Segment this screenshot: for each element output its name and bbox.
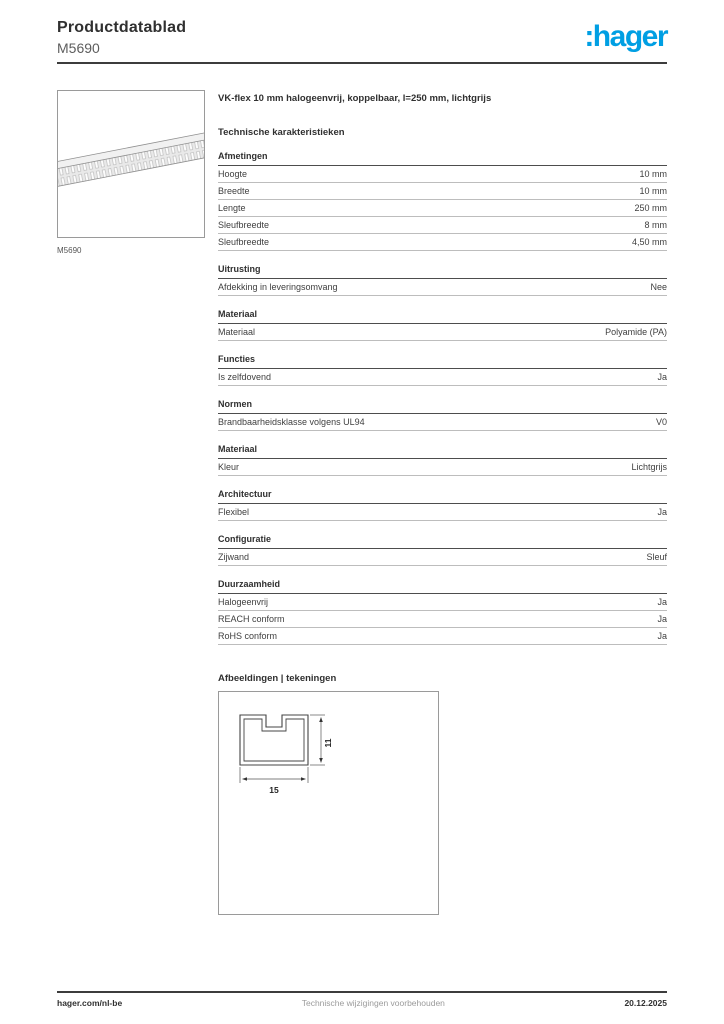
- profile-outline: [240, 715, 308, 765]
- page-title: Productdatablad: [57, 19, 187, 36]
- spec-label: Flexibel: [218, 507, 250, 517]
- product-image-caption: M5690: [57, 246, 82, 255]
- dimension-width-label: 15: [269, 785, 279, 795]
- spec-label: Sleufbreedte: [218, 237, 270, 247]
- spec-sections: [218, 151, 667, 645]
- product-image: [58, 91, 204, 237]
- spec-label: Kleur: [218, 462, 240, 472]
- spec-value: Polyamide (PA): [605, 327, 667, 337]
- spec-rows: [218, 549, 667, 566]
- spec-rows: [218, 279, 667, 296]
- spec-label: Zijwand: [218, 552, 250, 562]
- tech-characteristics-heading: Technische karakteristieken: [218, 127, 345, 138]
- spec-section: [218, 579, 667, 645]
- spec-label: Afdekking in leveringsomvang: [218, 282, 338, 292]
- spec-label: Lengte: [218, 203, 246, 213]
- spec-value: Ja: [657, 614, 667, 624]
- spec-label: Hoogte: [218, 169, 248, 179]
- content-area: [57, 90, 667, 915]
- spec-section: [218, 264, 667, 296]
- product-image-column: [57, 90, 205, 255]
- product-reference: M5690: [57, 40, 100, 56]
- spec-row: [218, 279, 667, 296]
- spec-label: Brandbaarheidsklasse volgens UL94: [218, 417, 365, 427]
- spec-section-title: Materiaal: [218, 444, 667, 459]
- spec-label: Sleufbreedte: [218, 220, 270, 230]
- dimension-height-label: 11: [323, 738, 333, 748]
- spec-section: [218, 534, 667, 566]
- spec-section: [218, 444, 667, 476]
- spec-value: Nee: [650, 282, 667, 292]
- spec-value: Ja: [657, 597, 667, 607]
- drawings-heading: Afbeeldingen | tekeningen: [218, 673, 337, 684]
- footer-disclaimer: Technische wijzigingen voorbehouden: [301, 998, 445, 1008]
- spec-rows: [218, 459, 667, 476]
- product-image-frame: [57, 90, 205, 238]
- spec-value: 8 mm: [644, 220, 667, 230]
- footer-website: hager.com/nl-be: [57, 998, 123, 1008]
- footer-divider: [57, 991, 667, 993]
- spec-row: [218, 459, 667, 476]
- spec-row: [218, 549, 667, 566]
- spec-value: Lichtgrijs: [631, 462, 667, 472]
- spec-section: [218, 151, 667, 251]
- spec-section: [218, 399, 667, 431]
- spec-label: REACH conform: [218, 614, 285, 624]
- spec-section-title: Normen: [218, 399, 667, 414]
- spec-section-title: Duurzaamheid: [218, 579, 667, 594]
- spec-label: Materiaal: [218, 327, 256, 337]
- spec-label: Breedte: [218, 186, 250, 196]
- spec-value: 10 mm: [639, 169, 667, 179]
- spec-value: 250 mm: [634, 203, 667, 213]
- spec-section-title: Materiaal: [218, 309, 667, 324]
- spec-row: [218, 594, 667, 611]
- spec-label: RoHS conform: [218, 631, 278, 641]
- spec-rows: [218, 594, 667, 645]
- technical-drawing-frame: [218, 691, 439, 915]
- spec-section: [218, 354, 667, 386]
- document-footer: [57, 991, 667, 1008]
- spec-row: [218, 324, 667, 341]
- spec-row: [218, 217, 667, 234]
- spec-row: [218, 166, 667, 183]
- spec-section-title: Uitrusting: [218, 264, 667, 279]
- spec-value: 4,50 mm: [631, 237, 667, 247]
- spec-row: [218, 183, 667, 200]
- spec-section: [218, 309, 667, 341]
- header-divider: [57, 62, 667, 64]
- spec-section-title: Configuratie: [218, 534, 667, 549]
- spec-row: [218, 200, 667, 217]
- spec-value: Sleuf: [646, 552, 667, 562]
- spec-section: [218, 489, 667, 521]
- spec-row: [218, 414, 667, 431]
- spec-section-title: Functies: [218, 354, 667, 369]
- specs-column: [218, 90, 667, 915]
- spec-row: [218, 234, 667, 251]
- spec-label: Halogeenvrij: [218, 597, 269, 607]
- spec-row: [218, 504, 667, 521]
- spec-row: [218, 369, 667, 386]
- spec-value: Ja: [657, 507, 667, 517]
- spec-rows: [218, 414, 667, 431]
- hager-logo: :hager: [584, 20, 667, 53]
- spec-section-title: Afmetingen: [218, 151, 667, 166]
- footer-row: [57, 998, 667, 1008]
- spec-rows: [218, 369, 667, 386]
- spec-rows: [218, 166, 667, 251]
- spec-section-title: Architectuur: [218, 489, 667, 504]
- document-header: [57, 19, 667, 56]
- spec-row: [218, 628, 667, 645]
- product-title: VK-flex 10 mm halogeenvrij, koppelbaar, l=250 mm, lichtgrijs: [218, 93, 492, 104]
- footer-date: 20.12.2025: [624, 998, 667, 1008]
- spec-value: V0: [655, 417, 667, 427]
- spec-row: [218, 611, 667, 628]
- spec-label: Is zelfdovend: [218, 372, 272, 382]
- spec-rows: [218, 504, 667, 521]
- spec-rows: [218, 324, 667, 341]
- spec-value: Ja: [657, 631, 667, 641]
- spec-value: Ja: [657, 372, 667, 382]
- technical-drawing: [226, 699, 431, 814]
- header-text-block: [57, 19, 186, 56]
- spec-value: 10 mm: [639, 186, 667, 196]
